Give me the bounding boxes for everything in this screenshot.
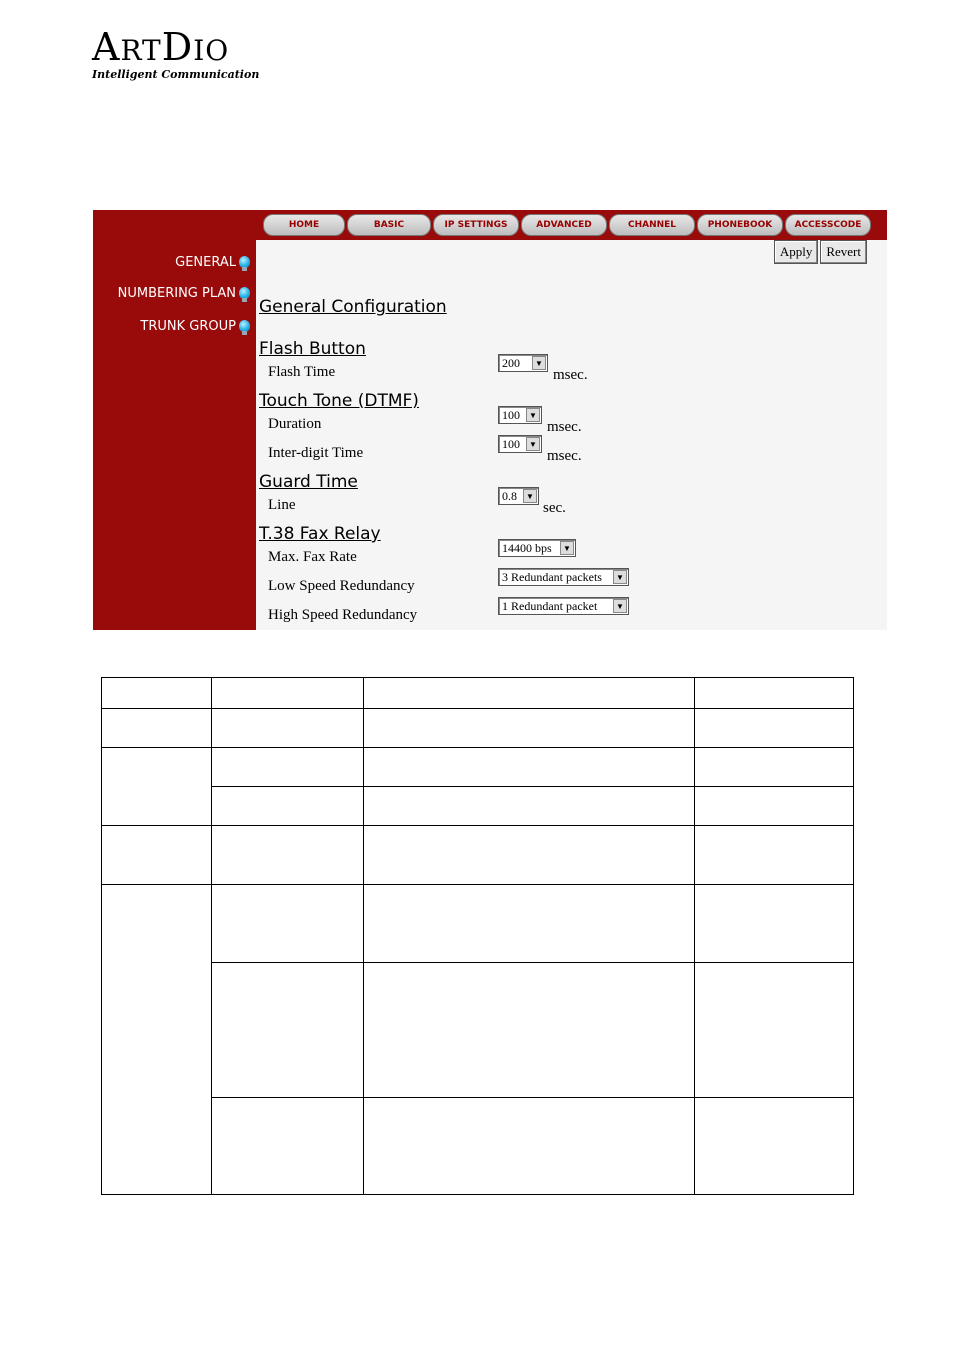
table-row-divider <box>101 708 854 709</box>
low-speed-value: 3 Redundant packets <box>502 569 602 584</box>
flash-time-value: 200 <box>502 355 520 370</box>
fax-rate-label: Max. Fax Rate <box>268 549 357 565</box>
line-value: 0.8 <box>502 488 517 503</box>
sidebar <box>93 210 256 630</box>
logo-tagline: Intelligent Communication <box>92 68 260 81</box>
tab-channel[interactable]: CHANNEL <box>609 214 695 236</box>
table-row-divider <box>101 884 854 885</box>
tab-basic[interactable]: BASIC <box>347 214 431 236</box>
revert-button[interactable]: Revert <box>820 240 867 264</box>
interdigit-label: Inter-digit Time <box>268 445 364 461</box>
section-fax-title: T.38 Fax Relay <box>259 524 381 544</box>
tab-accesscode[interactable]: ACCESSCODE <box>785 214 871 236</box>
low-speed-label: Low Speed Redundancy <box>268 578 415 594</box>
line-label: Line <box>268 497 296 513</box>
table-border <box>101 677 102 1195</box>
logo-wordmark: ARTDIO <box>92 25 230 69</box>
sidebar-item-general[interactable] <box>175 253 250 271</box>
section-flash-title: Flash Button <box>259 339 366 359</box>
tab-home[interactable]: HOME <box>263 214 345 236</box>
interdigit-unit: msec. <box>547 448 582 464</box>
flash-time-select[interactable] <box>498 354 548 372</box>
high-speed-select[interactable] <box>498 597 629 615</box>
table-border <box>101 677 854 678</box>
tab-ip-settings[interactable]: IP SETTINGS <box>433 214 519 236</box>
line-select[interactable] <box>498 487 539 505</box>
section-guard-title: Guard Time <box>259 472 358 492</box>
sidebar-item-label: NUMBERING PLAN <box>117 285 236 301</box>
table-border <box>101 1194 854 1195</box>
bulb-icon <box>239 320 250 332</box>
low-speed-select[interactable] <box>498 568 629 586</box>
table-row-divider <box>101 825 854 826</box>
table-border <box>853 677 854 1195</box>
high-speed-value: 1 Redundant packet <box>502 598 598 613</box>
duration-select[interactable] <box>498 406 542 424</box>
dropdown-arrow-icon: ▼ <box>613 570 627 584</box>
dropdown-arrow-icon: ▼ <box>523 489 537 503</box>
dropdown-arrow-icon: ▼ <box>526 437 540 451</box>
table-column-divider <box>363 677 364 1195</box>
sidebar-item-label: TRUNK GROUP <box>140 318 236 334</box>
table-column-divider <box>211 677 212 1195</box>
high-speed-label: High Speed Redundancy <box>268 607 418 623</box>
bulb-icon <box>239 287 250 299</box>
fax-rate-select[interactable] <box>498 539 576 557</box>
tab-advanced[interactable]: ADVANCED <box>521 214 607 236</box>
duration-label: Duration <box>268 416 322 432</box>
line-unit: sec. <box>543 500 566 516</box>
table-column-divider <box>694 677 695 1195</box>
section-dtmf-title: Touch Tone (DTMF) <box>259 391 419 411</box>
interdigit-select[interactable] <box>498 435 542 453</box>
sidebar-item-label: GENERAL <box>175 254 236 270</box>
sidebar-item-numbering-plan[interactable] <box>118 284 250 302</box>
table-row-divider <box>211 1097 854 1098</box>
table-row-divider <box>101 747 854 748</box>
sidebar-item-trunk-group[interactable] <box>140 317 250 335</box>
page-title: General Configuration <box>259 297 447 317</box>
table-row-divider <box>211 786 854 787</box>
dropdown-arrow-icon: ▼ <box>613 599 627 613</box>
bulb-icon <box>239 256 250 268</box>
table-row-divider <box>211 962 854 963</box>
apply-button[interactable]: Apply <box>774 240 819 264</box>
interdigit-value: 100 <box>502 436 520 451</box>
parameter-table <box>101 677 854 1195</box>
config-content <box>259 240 879 630</box>
config-panel <box>93 210 887 630</box>
dropdown-arrow-icon: ▼ <box>526 408 540 422</box>
dropdown-arrow-icon: ▼ <box>532 356 546 370</box>
flash-time-label: Flash Time <box>268 364 336 380</box>
duration-value: 100 <box>502 407 520 422</box>
dropdown-arrow-icon: ▼ <box>560 541 574 555</box>
duration-unit: msec. <box>547 419 582 435</box>
tab-phonebook[interactable]: PHONEBOOK <box>697 214 783 236</box>
artdio-logo <box>92 25 260 86</box>
fax-rate-value: 14400 bps <box>502 540 552 555</box>
flash-time-unit: msec. <box>553 367 588 383</box>
nav-tabs <box>263 214 873 236</box>
